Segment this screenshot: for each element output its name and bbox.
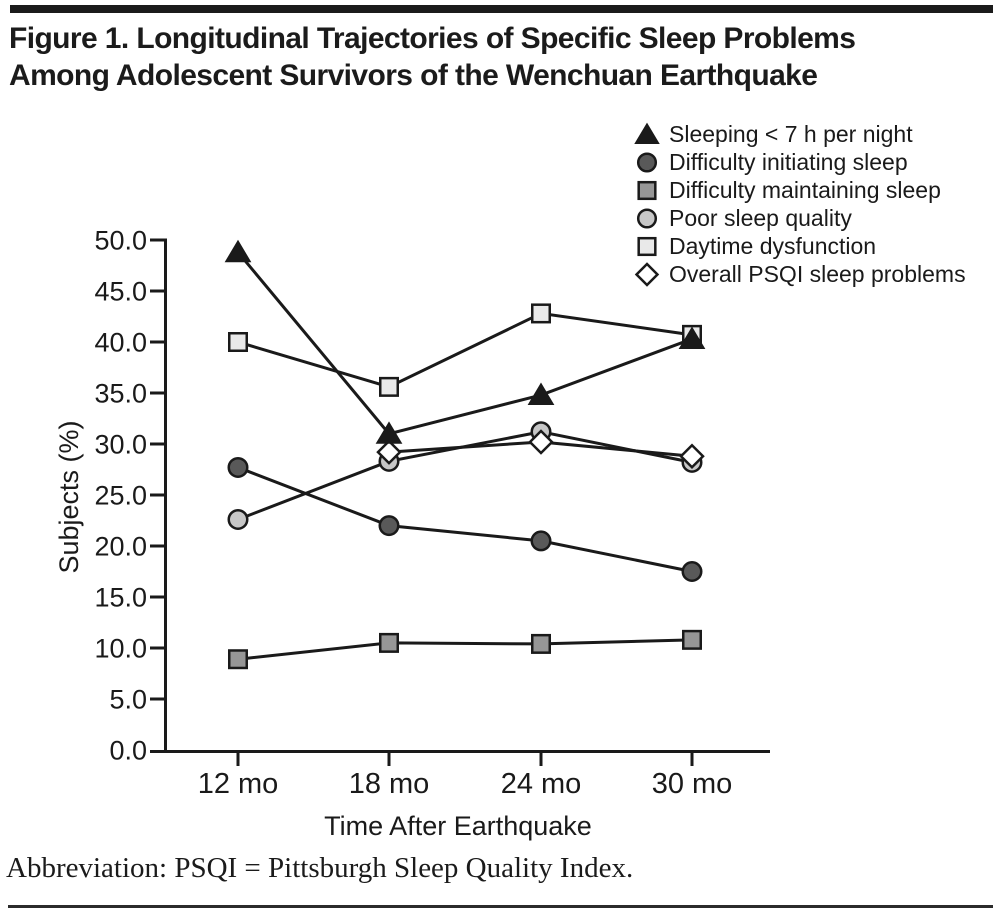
marker-square (380, 634, 398, 652)
marker-square (683, 631, 701, 649)
figure-title-line2: Among Adolescent Survivors of the Wenchuan Earthquake (9, 59, 818, 92)
series-line (238, 467, 692, 571)
axes (54, 226, 770, 842)
legend-label: Daytime dysfunction (669, 232, 877, 259)
series-poor-sleep-quality (229, 423, 702, 529)
legend-circle-icon (634, 149, 660, 175)
y-tick-label: 0.0 (109, 735, 147, 766)
bottom-rule (8, 905, 993, 908)
legend-square-icon (634, 233, 660, 259)
legend-label: Poor sleep quality (669, 204, 852, 231)
marker-square (639, 238, 656, 255)
marker-circle (532, 532, 551, 551)
legend-label: Difficulty initiating sleep (669, 148, 908, 175)
legend-triangle-icon (634, 121, 660, 147)
legend-item-difficulty-maintaining-sleep (634, 176, 966, 204)
abbreviation-note: Abbreviation: PSQI = Pittsburgh Sleep Quality Index. (6, 852, 634, 884)
series-line (238, 432, 692, 520)
marker-square (639, 182, 656, 199)
series-sleeping-7-h-per-night (226, 241, 705, 444)
series-daytime-dysfunction (229, 305, 701, 396)
marker-circle (638, 154, 656, 172)
series-difficulty-initiating-sleep (229, 458, 702, 581)
legend-circle-icon (634, 205, 660, 231)
legend-square-icon (634, 177, 660, 203)
marker-triangle (226, 241, 251, 262)
figure-title-line1: Figure 1. Longitudinal Trajectories of Specific Sleep Problems (9, 22, 856, 55)
x-category-label: 30 mo (651, 768, 733, 800)
marker-square (229, 333, 247, 351)
legend-item-difficulty-initiating-sleep (634, 148, 966, 176)
marker-circle (229, 510, 248, 529)
legend-item-daytime-dysfunction (634, 232, 966, 260)
marker-triangle (635, 124, 659, 144)
marker-square (532, 635, 550, 653)
y-tick-label: 40.0 (94, 327, 147, 358)
y-tick-label: 50.0 (94, 225, 147, 256)
series-line (238, 640, 692, 659)
marker-square (229, 650, 247, 668)
marker-circle (638, 210, 656, 228)
marker-diamond (637, 264, 658, 285)
series-line (238, 252, 692, 434)
y-axis-title: Subjects (%) (54, 420, 84, 574)
legend-label: Overall PSQI sleep problems (669, 260, 966, 287)
marker-circle (380, 516, 399, 535)
y-tick-label: 5.0 (109, 684, 147, 715)
x-axis-title: Time After Earthquake (324, 811, 592, 841)
series-overall-psqi-sleep-problems (378, 431, 703, 467)
marker-square (380, 378, 398, 396)
y-tick-label: 10.0 (94, 633, 147, 664)
legend-item-overall-psqi-sleep-problems (634, 260, 966, 288)
x-category-label: 18 mo (348, 768, 430, 800)
x-category-label: 12 mo (197, 768, 279, 800)
marker-circle (229, 458, 248, 477)
chart-legend (634, 120, 966, 288)
marker-circle (683, 562, 702, 581)
series-difficulty-maintaining-sleep (229, 631, 701, 668)
legend-item-poor-sleep-quality (634, 204, 966, 232)
y-tick-label: 15.0 (94, 582, 147, 613)
legend-label: Sleeping < 7 h per night (669, 120, 913, 147)
y-tick-label: 45.0 (94, 276, 147, 307)
y-tick-label: 35.0 (94, 378, 147, 409)
x-category-label: 24 mo (500, 768, 582, 800)
series-line (238, 313, 692, 386)
y-tick-label: 25.0 (94, 480, 147, 511)
marker-triangle (529, 384, 554, 405)
legend-item-sleeping-7-h-per-night (634, 120, 966, 148)
y-tick-label: 20.0 (94, 531, 147, 562)
legend-label: Difficulty maintaining sleep (669, 176, 941, 203)
marker-square (532, 305, 550, 323)
y-tick-label: 30.0 (94, 429, 147, 460)
legend-diamond-icon (634, 261, 660, 287)
